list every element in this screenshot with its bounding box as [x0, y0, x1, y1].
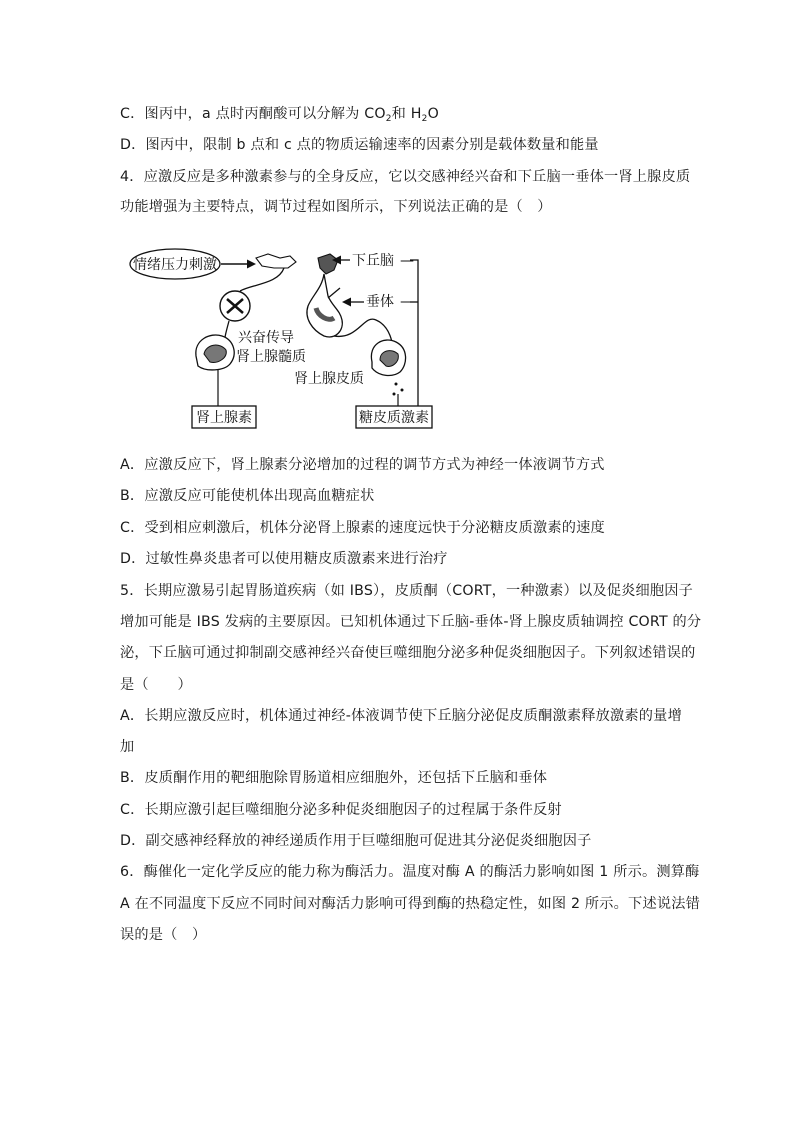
adrenaline-label: 肾上腺素 [196, 410, 252, 426]
pituitary-icon [307, 274, 342, 337]
q3-option-c-text: C．图丙中，a 点时丙酮酸可以分解为 CO [120, 106, 386, 122]
minus-sign-2: — [400, 294, 414, 310]
q5-stem-line4: 是（ ） [120, 677, 192, 693]
q5-option-d: D．副交感神经释放的神经递质作用于巨噬细胞可促进其分泌促炎细胞因子 [120, 833, 592, 849]
hormone-dot [401, 389, 404, 392]
q4-option-d: D．过敏性鼻炎患者可以使用糖皮质激素来进行治疗 [120, 551, 448, 567]
arrow-internal [328, 288, 340, 298]
arrowhead-icon [342, 298, 351, 307]
q4-option-a: A．应激反应下，肾上腺素分泌增加的过程的调节方式为神经一体液调节方式 [120, 457, 605, 473]
q5-stem-line1: 5．长期应激易引起胃肠道疾病（如 IBS），皮质酮（CORT，一种激素）以及促炎细胞因子 [120, 583, 694, 599]
q4-option-b: B．应激反应可能使机体出现高血糖症状 [120, 488, 375, 504]
nerve-path [240, 268, 284, 291]
q5-stem-line2: 增加可能是 IBS 发病的主要原因。已知机体通过下丘脑-垂体-肾上腺皮质轴调控 CORT 的分 [120, 614, 702, 630]
arrowhead-icon [247, 260, 256, 269]
hormone-dot [393, 393, 396, 396]
q3-option-c-text-mid: 和 H [391, 106, 422, 122]
q4-stem-line1: 4．应激反应是多种激素参与的全身反应，它以交感神经兴奋和下丘脑一垂体一肾上腺皮质 [120, 169, 691, 185]
hypothalamus-icon [318, 254, 338, 274]
subscript: 2 [421, 114, 428, 124]
cortex-label: 肾上腺皮质 [294, 371, 364, 387]
q4-option-c: C．受到相应刺激后，机体分泌肾上腺素的速度远快于分泌糖皮质激素的速度 [120, 520, 605, 536]
excitation-label: 兴奋传导 [238, 330, 294, 346]
brain-icon [256, 254, 296, 268]
q3-option-c [120, 104, 439, 129]
q5-option-b: B．皮质酮作用的靶细胞除胃肠道相应细胞外，还包括下丘脑和垂体 [120, 770, 548, 786]
q4-stem-line2: 功能增强为主要特点，调节过程如图所示，下列说法正确的是（ ） [120, 199, 552, 215]
feedback-line [410, 260, 418, 406]
glucocorticoid-label: 糖皮质激素 [359, 410, 429, 426]
q5-option-a-line1: A．长期应激反应时，机体通过神经-体液调节使下丘脑分泌促皮质酮激素释放激素的量增 [120, 708, 682, 724]
q3-option-c-text-end: O [427, 106, 439, 122]
medulla-label: 肾上腺髓质 [236, 349, 306, 365]
q6-stem-line2: A 在不同温度下反应不同时间对酶活力影响可得到酶的热稳定性，如图 2 所示。下述说法错 [120, 896, 700, 912]
hypothalamus-label: 下丘脑 [352, 253, 394, 269]
q3-option-d: D．图丙中，限制 b 点和 c 点的物质运输速率的因素分别是载体数量和能量 [120, 137, 599, 153]
pituitary-label: 垂体 [366, 294, 394, 310]
subscript: 2 [385, 114, 392, 124]
q5-stem-line3: 泌，下丘脑可通过抑制副交感神经兴奋使巨噬细胞分泌多种促炎细胞因子。下列叙述错误的 [120, 645, 696, 661]
minus-sign-1: — [400, 253, 414, 269]
q6-stem-line1: 6．酶催化一定化学反应的能力称为酶活力。温度对酶 A 的酶活力影响如图 1 所示。测算酶 [120, 864, 700, 880]
stress-regulation-diagram [128, 244, 434, 432]
hormone-dot [395, 383, 398, 386]
stimulus-label: 情绪压力刺激 [133, 257, 217, 273]
q6-stem-line3: 误的是（ ） [120, 927, 207, 943]
q5-option-c: C．长期应激引起巨噬细胞分泌多种促炎细胞因子的过程属于条件反射 [120, 802, 562, 818]
q5-option-a-line2: 加 [120, 739, 135, 755]
